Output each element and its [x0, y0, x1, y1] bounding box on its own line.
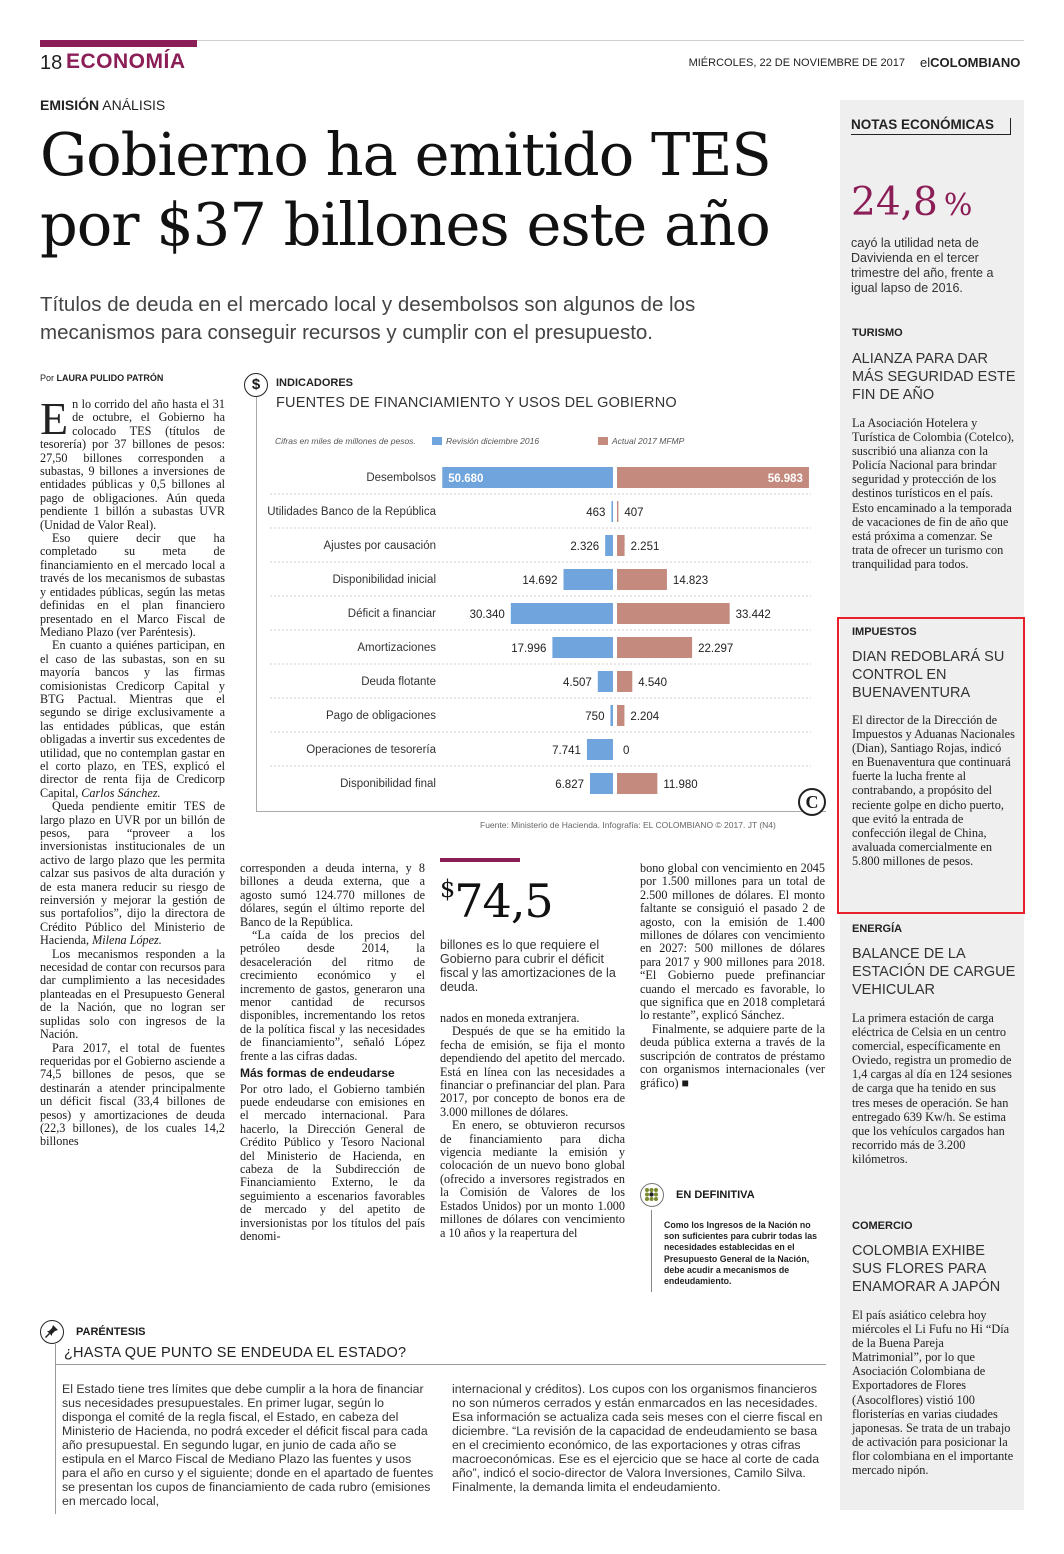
bar-actual: [617, 705, 624, 726]
paragraph: En enero, se obtuvieron recursos de financiamiento para dicha vigencia mediante la emisión y colocación de un nuevo bono global (ofrecido a inversores registrados en la Comisión de Valores de los Estados Unidos) por un monto 1.000 millones de dólares con vencimiento a 10 años y la reapertura del: [440, 1118, 625, 1240]
note-title: COLOMBIA EXHIBE SUS FLORES PARA ENAMORAR A JAPÓN: [852, 1243, 1001, 1295]
note-title: BALANCE DE LA ESTACIÓN DE CARGUE VEHICULAR: [852, 946, 1016, 998]
sidebar-big-number: [851, 180, 972, 225]
paragraph: bono global con vencimiento en 2045 por 1.500 millones para un total de 2.500 millones de dólares. El monto faltante se consiguió el pasado 2 de agosto, con la emisión de 1.400 millones de dólares con vencimiento en 2027: 500 millones de dólares para 2017 y 900 millones para 2018. “El Gobierno puede prefinanciar cuando el mercado es favorable, lo que significa que en 2018 completará lo restante”, explicó Sánchez.: [640, 861, 825, 1023]
paragraph: [40, 639, 225, 800]
value-label-actual: 22.297: [698, 643, 734, 655]
note-kicker: TURISMO: [852, 327, 903, 339]
category-label: Utilidades Banco de la República: [267, 506, 436, 518]
stat-description: [440, 938, 625, 994]
value-label-actual: 0: [623, 745, 630, 757]
chart-unit-note: Cifras en miles de millones de pesos.: [275, 436, 416, 446]
note-body: La Asociación Hotelera y Turística de Colombia (Cotelco), suscribió una alianza con la Policía Nacional para brindar seguridad y protección de los destinos turísticos en el país. Esto encaminado a la temporada de vacaciones de fin de año que está próxima a comenzar. Se trata de ofrecer un turismo con tranquilidad para todos.: [852, 416, 1015, 571]
subheadline: Títulos de deuda en el mercado local y desembolsos son algunos de los mecanismos para conseguir recursos y cumplir con el presupuesto.: [40, 293, 696, 344]
legend-swatch-revision: [432, 437, 442, 445]
bar-revision: [564, 569, 613, 590]
bar-actual: [617, 671, 632, 692]
article-column-2: [240, 862, 425, 1243]
category-label: Amortizaciones: [357, 642, 436, 654]
note-title: ALIANZA PARA DAR MÁS SEGURIDAD ESTE FIN DE AÑO: [852, 351, 1016, 403]
value-label-revision: 50.680: [448, 473, 484, 485]
note-body: El director de la Dirección de Impuestos y Aduanas Nacionales (Dian), Santiago Rojas, indicó en Buenaventura que continuará fuerte la lucha frente al contrabando, a propósito del reciente golpe en dicho puerto, que evitó la entrada de confección ilegal de China, avaluada comercialmente en 5.800 millones de pesos.: [852, 713, 1015, 868]
stat-text: es lo que requiere el Gobierno para cubrir el déficit fiscal y las amortizaciones de la deuda.: [440, 938, 616, 994]
category-label: Disponibilidad inicial: [332, 574, 436, 586]
value-label-revision: 2.326: [570, 541, 600, 553]
byline-author: LAURA PULIDO PATRÓN: [56, 373, 164, 383]
bar-revision: [511, 603, 613, 624]
legend-label-actual: Actual 2017 MFMP: [612, 436, 685, 446]
value-label-actual: 4.540: [638, 677, 668, 689]
en-definitiva-text: Como los Ingresos de la Nación no son suficientes para cubrir todas las necesidades establecidas en el Presupuesto General de la Nación, debe acudir a mecanismos de endeudamiento.: [664, 1220, 818, 1287]
headline: Gobierno ha emitido TES por $37 billones este año: [40, 120, 771, 259]
value-label-revision: 7.741: [552, 745, 581, 757]
bar-revision: [590, 773, 613, 794]
category-label: Ajustes por causación: [323, 540, 436, 552]
pushpin-icon: [40, 1320, 64, 1344]
paragraph-text: Finalmente, se adquiere parte de la deuda pública externa a través de la suscripción de contratos de préstamo con organismos internacionales (ver gráfico): [640, 1021, 825, 1090]
value-label-revision: 14.692: [522, 575, 558, 587]
bar-actual: [617, 569, 667, 590]
value-label-revision: 4.507: [563, 677, 592, 689]
note-title: DIAN REDOBLARÁ SU CONTROL EN BUENAVENTURA: [852, 649, 1005, 701]
parentesis-column-2: internacional y créditos). Los cupos con los organismos financieros no son números cerrados y están enmarcados en las necesidades. Esa información se actualiza cada seis meses con el cierre fiscal en diciembre. “La revisión de la capacidad de endeudamiento se basa en el crecimiento económico, de las exportaciones y otras cifras macroeconómicas. Ese es el ejercicio que se hace al corte de cada año”, indicó el socio-director de Valora Inversiones, Camilo Silva. Finalmente, la demanda limita el endeudamiento.: [452, 1382, 823, 1494]
value-label-revision: 30.340: [469, 609, 505, 621]
bar-revision: [598, 671, 613, 692]
chart-title: FUENTES DE FINANCIAMIENTO Y USOS DEL GOBIERNO: [276, 395, 677, 411]
note-body: La primera estación de carga eléctrica de Celsia en un centro comercial, específicamente en Oviedo, registra un promedio de 1,4 cargas al día en 124 sesiones de carga que ha tenido en sus tres meses de operación. Se han entregado 639 Kw/h. Se estima que los vehículos cargados han recorrido más de 3.200 kilómetros.: [852, 1011, 1012, 1166]
stat-unit: billones: [440, 938, 483, 952]
note-kicker: ENERGÍA: [852, 923, 903, 935]
bar-chart: [256, 455, 826, 795]
category-label: Pago de obligaciones: [326, 710, 436, 722]
paragraph-text: n lo corrido del año hasta el 31 de octubre, el Gobierno ha colocado TES (títulos de tesorería) por 37 billones de pesos: 27,50 billones corresponden a subastas, 9 billones a inversiones de entidades públicas y 0,5 billones al pago de obligaciones. Aún queda pendiente 1 billón a subastas UVR (Unidad de Valor Real).: [40, 397, 225, 532]
paragraph: nados en moneda extranjera.: [440, 1011, 580, 1025]
legend-swatch-actual: [598, 437, 608, 445]
parentesis-rule-top: [55, 1364, 826, 1365]
value-label-actual: 407: [624, 507, 644, 519]
end-mark: ■: [678, 1075, 689, 1090]
legend-label-revision: Revisión diciembre 2016: [446, 436, 540, 446]
section-color-bar: [40, 40, 197, 47]
newspaper-title: COLOMBIANO: [930, 55, 1021, 70]
newspaper-name: [920, 55, 1020, 70]
bar-revision: [605, 535, 613, 556]
paragraph-text: Queda pendiente emitir TES de largo plazo en UVR por un billón de pesos, para “proveer a los inversionistas institucionales de un activo de largo plazo que les permita calzar sus pasivos de alta duración y de esta manera reducir su riesgo de reinversión y mejorar la gestión de sus portafolios”, dijo la directora de Crédito Público del Ministerio de Hacienda,: [40, 799, 225, 948]
parentesis-rule-left: [55, 1344, 56, 1514]
value-label-actual: 14.823: [672, 575, 709, 587]
section-name: ECONOMÍA: [66, 50, 186, 73]
article-subheading: Más formas de endeudarse: [240, 1066, 395, 1081]
value-label-revision: 463: [586, 507, 606, 519]
paragraph: Para 2017, el total de fuentes requeridas por el Gobierno asciende a 74,5 billones de pesos, que se destinarán a atender principalmente un déficit fiscal (33,4 billones de pesos) y amortizaciones de deuda (22,3 billones), de los cuales 14,2 billones: [40, 1040, 225, 1149]
big-number-value: 24,8: [851, 180, 938, 225]
value-label-revision: 6.827: [555, 779, 585, 791]
drop-cap: E: [40, 393, 69, 444]
paragraph: Eso quiere decir que ha completado su meta de financiamiento en el mercado local a través de los mecanismos de subastas y entidades públicas, según las metas definidas en el plan financiero presentado en el Marco Fiscal de Mediano Plazo (ver Paréntesis).: [40, 531, 225, 639]
note-kicker: COMERCIO: [852, 1220, 913, 1232]
sidebar-heading: NOTAS ECONÓMICAS: [851, 117, 995, 132]
bar-revision: [610, 705, 613, 726]
paragraph: [640, 1023, 825, 1090]
value-label-actual: 33.442: [735, 609, 771, 621]
person-name: Milena López.: [89, 933, 162, 948]
category-label: Deuda flotante: [361, 676, 436, 688]
stat-accent-bar: [440, 858, 520, 862]
article-column-3: [440, 1012, 625, 1240]
sidebar-heading-tick: [1010, 118, 1011, 134]
en-definitiva-kicker: EN DEFINITIVA: [676, 1189, 755, 1201]
parentesis-title: ¿HASTA QUE PUNTO SE ENDEUDA EL ESTADO?: [64, 1345, 407, 1361]
article-column-4: [640, 862, 825, 1090]
kicker-rest: ANÁLISIS: [99, 97, 166, 113]
value-label-actual: 11.980: [663, 779, 698, 791]
newspaper-prefix: el: [920, 55, 931, 70]
article-kicker: [40, 97, 165, 113]
parentesis-column-1: El Estado tiene tres límites que debe cumplir a la hora de financiar sus necesidades presupuestales. En primer lugar, según lo disponga el comité de la regla fiscal, el Estado, en cabeza del Ministerio de Hacienda, no podrá exceder el déficit fiscal para cada año presupuestal. En segundo lugar, en junio de cada año se estipula en el Marco Fiscal de Mediano Plazo las fuentes y usos para el año en curso y el siguiente; donde en el apartado de fuentes se presentan los cupos de financiamiento de cada rubro (emisiones en mercado local,: [62, 1382, 434, 1508]
paragraph: corresponden a deuda interna, y 8 billones a deuda externa, que a agosto sumó 124.770 millones de dólares, según el último reporte del Banco de la República.: [240, 861, 425, 929]
big-number-unit: %: [943, 188, 973, 223]
bar-actual: [617, 501, 618, 522]
note-kicker: IMPUESTOS: [852, 626, 917, 638]
byline: [40, 373, 163, 383]
byline-prefix: Por: [40, 373, 57, 383]
paragraph: Por otro lado, el Gobierno también puede endeudarse con emisiones en el mercado internacional. Para hacerlo, la Dirección General de Crédito Público y Tesoro Nacional del Ministerio de Hacienda, en cabeza de la Subdirección de Financiamiento Externo, le da seguimiento a escenarios favorables de mercado y del apetito de inversionistas por los títulos del país denomi-: [240, 1081, 425, 1243]
kicker-bold: EMISIÓN: [40, 97, 100, 113]
highlight-box: [837, 617, 1025, 914]
chart-kicker: INDICADORES: [276, 377, 354, 389]
value-label-revision: 750: [585, 711, 605, 723]
bar-actual: [617, 773, 657, 794]
bar-revision: [587, 739, 613, 760]
stat-number: [440, 874, 553, 928]
category-label: Desembolsos: [366, 472, 436, 484]
category-label: Operaciones de tesorería: [306, 744, 436, 756]
parentesis-kicker: PARÉNTESIS: [76, 1326, 146, 1338]
category-label: Disponibilidad final: [340, 778, 436, 790]
paragraph: Después de que se ha emitido la fecha de emisión, se fija el monto dependiendo del apetito del mercado. Está en línea con las necesidades a financiar o prefinanciar del plan. Para 2017, por concepto de bonos era de 3.000 millones de dólares.: [440, 1024, 625, 1119]
value-label-actual: 2.204: [630, 711, 660, 723]
value-label-actual: 2.251: [630, 541, 660, 553]
bar-actual: [617, 603, 730, 624]
issue-date: MIÉRCOLES, 22 DE NOVIEMBRE DE 2017: [688, 57, 905, 69]
sidebar-big-number-text: cayó la utilidad neta de Davivienda en el tercer trimestre del año, frente a igual lapso de 2016.: [851, 236, 994, 295]
paragraph-text: En cuanto a quiénes participan, en el caso de las subastas, son en su mayoría bancos y las firmas comisionistas Credicorp Capital y BTG Pactual. Mientras que el segundo se dirige exclusivamente a las entidades públicas, que están obligadas a invertir sus excedentes de utilidad, que no contemplan gastar en el corto plazo, en TES, explicó el director de renta fija de Credicorp Capital,: [40, 638, 225, 800]
page-number: 18: [40, 52, 63, 74]
category-label: Déficit a financiar: [347, 608, 436, 620]
bar-revision: [611, 501, 613, 522]
bar-revision: [552, 637, 613, 658]
value-label-actual: 56.983: [767, 473, 803, 485]
value-label-revision: 17.996: [511, 643, 547, 655]
person-name: Carlos Sánchez.: [78, 785, 161, 800]
dollar-icon: $: [244, 373, 268, 397]
stat-currency: $: [440, 875, 455, 903]
note-body: El país asiático celebra hoy miércoles el Li Fufu no Hi “Día de la Buena Pareja Matrimonial”, por lo que Asociación Colombiana de Exportadores de Flores (Asocolflores) vistió 100 floristerías en varias ciudades japonesas. Se trata de un trabajo de activación para posicionar la flor colombiana en el importante mercado nipón.: [852, 1308, 1014, 1478]
paragraph: “La caída de los precios del petróleo desde 2014, la desaceleración del ritmo de crecimiento económico y el incremento de gastos, generaron una menor cantidad de recursos disponibles, incrementando los retos de la política fiscal y las necesidades de financiamiento”, señaló López frente a las cifras dadas.: [240, 928, 425, 1063]
bar-actual: [617, 535, 625, 556]
paragraph: [40, 393, 225, 532]
el-colombiano-logo-icon: C: [798, 788, 826, 816]
grid-dots-icon: [640, 1183, 664, 1207]
paragraph: Los mecanismos responden a la necesidad de contar con recursos para dar cumplimiento a las necesidades planteadas en el Presupuesto General de la Nación, que no logran ser suplidas solo con ingresos de la Nación.: [40, 946, 225, 1042]
paragraph: [40, 800, 225, 947]
en-definitiva-rule: [651, 1210, 652, 1292]
stat-value: 74,5: [454, 874, 553, 928]
bar-actual: [617, 637, 692, 658]
chart-source: Fuente: Ministerio de Hacienda. Infografía: EL COLOMBIANO © 2017. JT (N4): [480, 820, 776, 830]
sidebar-heading-rule: [851, 134, 1011, 135]
article-column-1: [40, 393, 225, 1149]
